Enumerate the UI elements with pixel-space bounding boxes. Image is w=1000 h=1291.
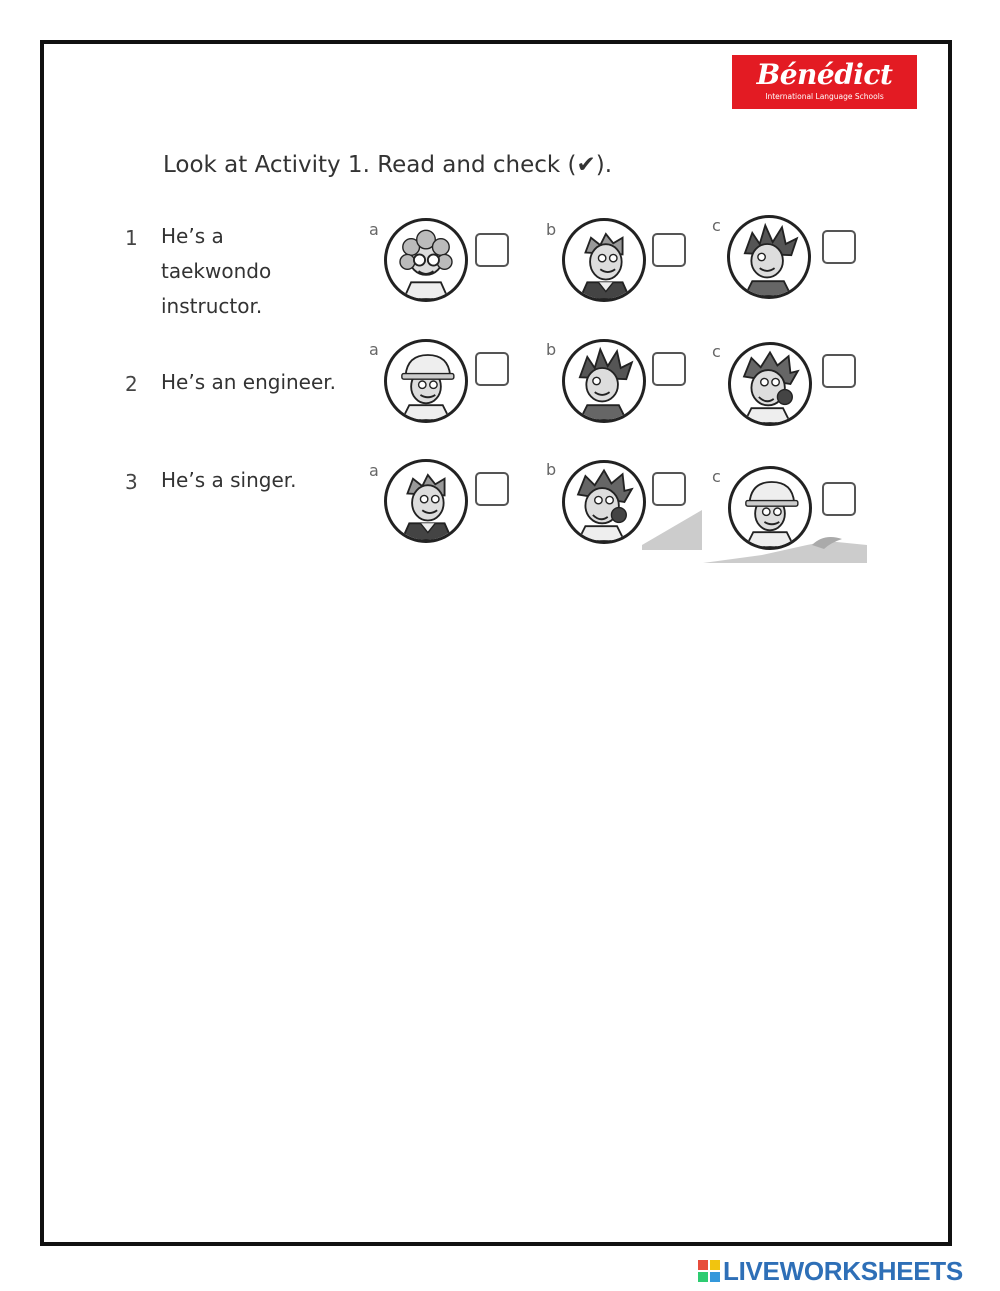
question-2-option-b-checkbox[interactable]: [652, 352, 686, 386]
question-3-option-c-checkbox[interactable]: [822, 482, 856, 516]
question-2-option-c-letter: c: [712, 342, 721, 361]
question-1-line-2: taekwondo: [161, 259, 272, 283]
liveworksheets-wordmark: LIVEWORKSHEETS: [723, 1255, 963, 1286]
question-3-option-b-checkbox[interactable]: [652, 472, 686, 506]
question-2-option-a-checkbox[interactable]: [475, 352, 509, 386]
question-3-number: 3: [125, 470, 138, 494]
question-1-option-c-checkbox[interactable]: [822, 230, 856, 264]
question-3-text: [161, 463, 297, 498]
liveworksheets-brand: [698, 1256, 963, 1286]
question-2-option-c-checkbox[interactable]: [822, 354, 856, 388]
liveworksheets-logo-icon: [698, 1260, 720, 1282]
question-1-option-a-checkbox[interactable]: [475, 233, 509, 267]
boy-vest-portrait: [384, 459, 468, 543]
logo-name: Bénédict: [756, 58, 893, 91]
hard-hat-portrait: [728, 466, 812, 550]
question-3-line-1: He’s a singer.: [161, 468, 297, 492]
question-3-option-a-checkbox[interactable]: [475, 472, 509, 506]
spiky-hair-portrait: [727, 215, 811, 299]
spiky-hair-portrait: [562, 339, 646, 423]
question-1-option-b-letter: b: [546, 220, 557, 239]
cropped-illustration-fragment: [562, 505, 867, 565]
question-1-option-c-letter: c: [712, 216, 721, 235]
curly-hair-glasses-portrait: [384, 218, 468, 302]
question-1-number: 1: [125, 226, 138, 250]
clown-nose-portrait: [728, 342, 812, 426]
question-1-option-b-checkbox[interactable]: [652, 233, 686, 267]
logo-subtitle: International Language Schools: [765, 92, 884, 101]
question-3-option-a-letter: a: [369, 461, 379, 480]
boy-vest-portrait: [562, 218, 646, 302]
benedict-logo: [732, 55, 917, 109]
question-1-text: [161, 219, 271, 324]
question-1-line-1: He’s a: [161, 224, 224, 248]
question-2-option-b-letter: b: [546, 340, 557, 359]
question-2-line-1: He’s an engineer.: [161, 370, 337, 394]
question-3-option-c-letter: c: [712, 467, 721, 486]
question-2-option-a-letter: a: [369, 340, 379, 359]
instruction-text: Look at Activity 1. Read and check (✔).: [163, 152, 613, 178]
question-2-text: [161, 365, 336, 400]
question-1-option-a-letter: a: [369, 220, 379, 239]
question-1-line-3: instructor.: [161, 294, 263, 318]
hard-hat-portrait: [384, 339, 468, 423]
question-3-option-b-letter: b: [546, 460, 557, 479]
question-2-number: 2: [125, 372, 138, 396]
